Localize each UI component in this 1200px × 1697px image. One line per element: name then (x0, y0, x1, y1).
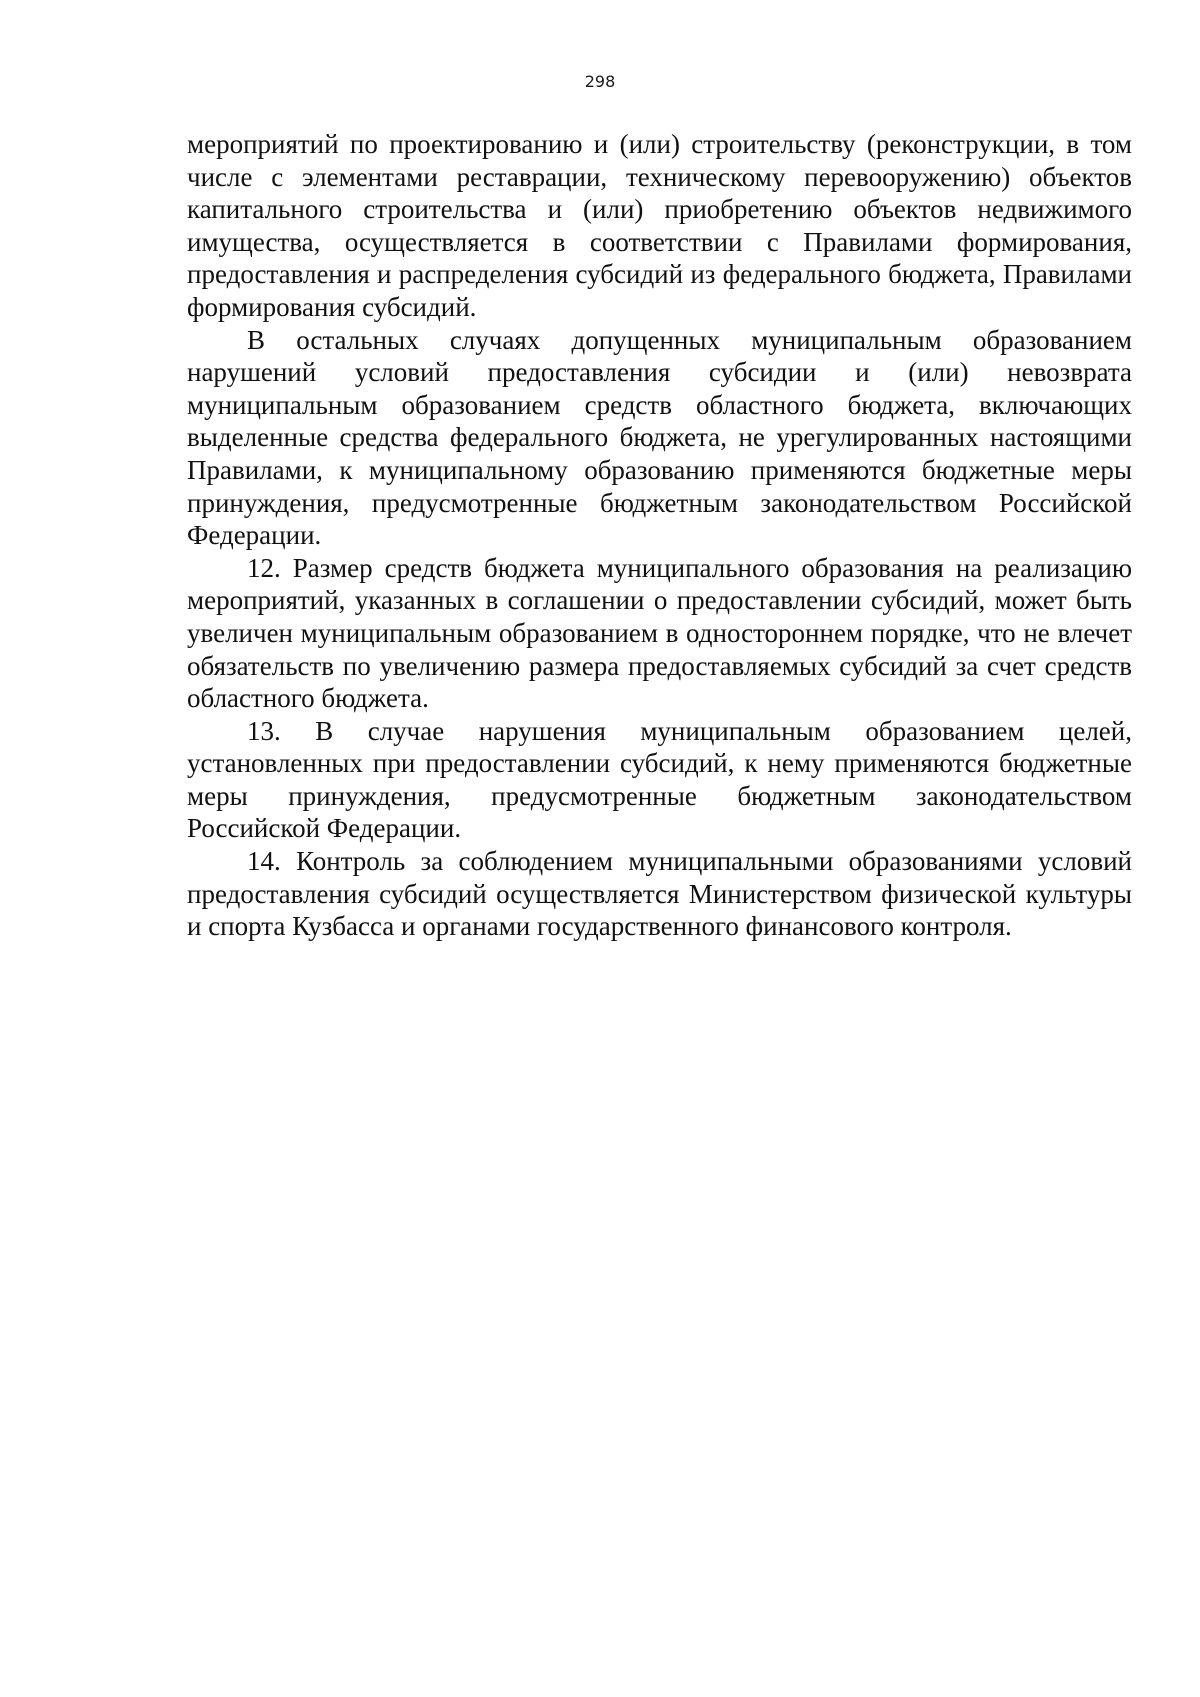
document-body (187, 128, 1132, 943)
paragraph-item-13: 13. В случае нарушения муниципальным образованием целей, установленных при предоставлении субсидий, к нему применяются бюджетные меры принуждения, предусмотренные бюджетным законодательством Российской Федерации. (187, 715, 1132, 844)
paragraph-other-cases: В остальных случаях допущенных муниципальным образованием нарушений условий предоставления субсидии и (или) невозврата муниципальным образованием средств областного бюджета, включающих выделенные средства федерального бюджета, не урегулированных настоящими Правилами, к муниципальному образованию применяются бюджетные меры принуждения, предусмотренные бюджетным законодательством Российской Федерации. (187, 324, 1132, 551)
page-number: 298 (584, 72, 616, 91)
paragraph-continuation: мероприятий по проектированию и (или) строительству (реконструкции, в том числе с элементами реставрации, техническому перевооружению) объектов капитального строительства и (или) приобретению объектов недвижимого имущества, осуществляется в соответствии с Правилами формирования, предоставления и распределения субсидий из федерального бюджета, Правилами формирования субсидий. (187, 129, 1132, 322)
paragraph-item-12: 12. Размер средств бюджета муниципального образования на реализацию мероприятий, указанных в соглашении о предоставлении субсидий, может быть увеличен муниципальным образованием в одностороннем порядке, что не влечет обязательств по увеличению размера предоставляемых субсидий за счет средств областного бюджета. (187, 552, 1132, 714)
paragraph-item-14: 14. Контроль за соблюдением муниципальными образованиями условий предоставления субсидий осуществляется Министерством физической культуры и спорта Кузбасса и органами государственного финансового контроля. (187, 846, 1132, 942)
